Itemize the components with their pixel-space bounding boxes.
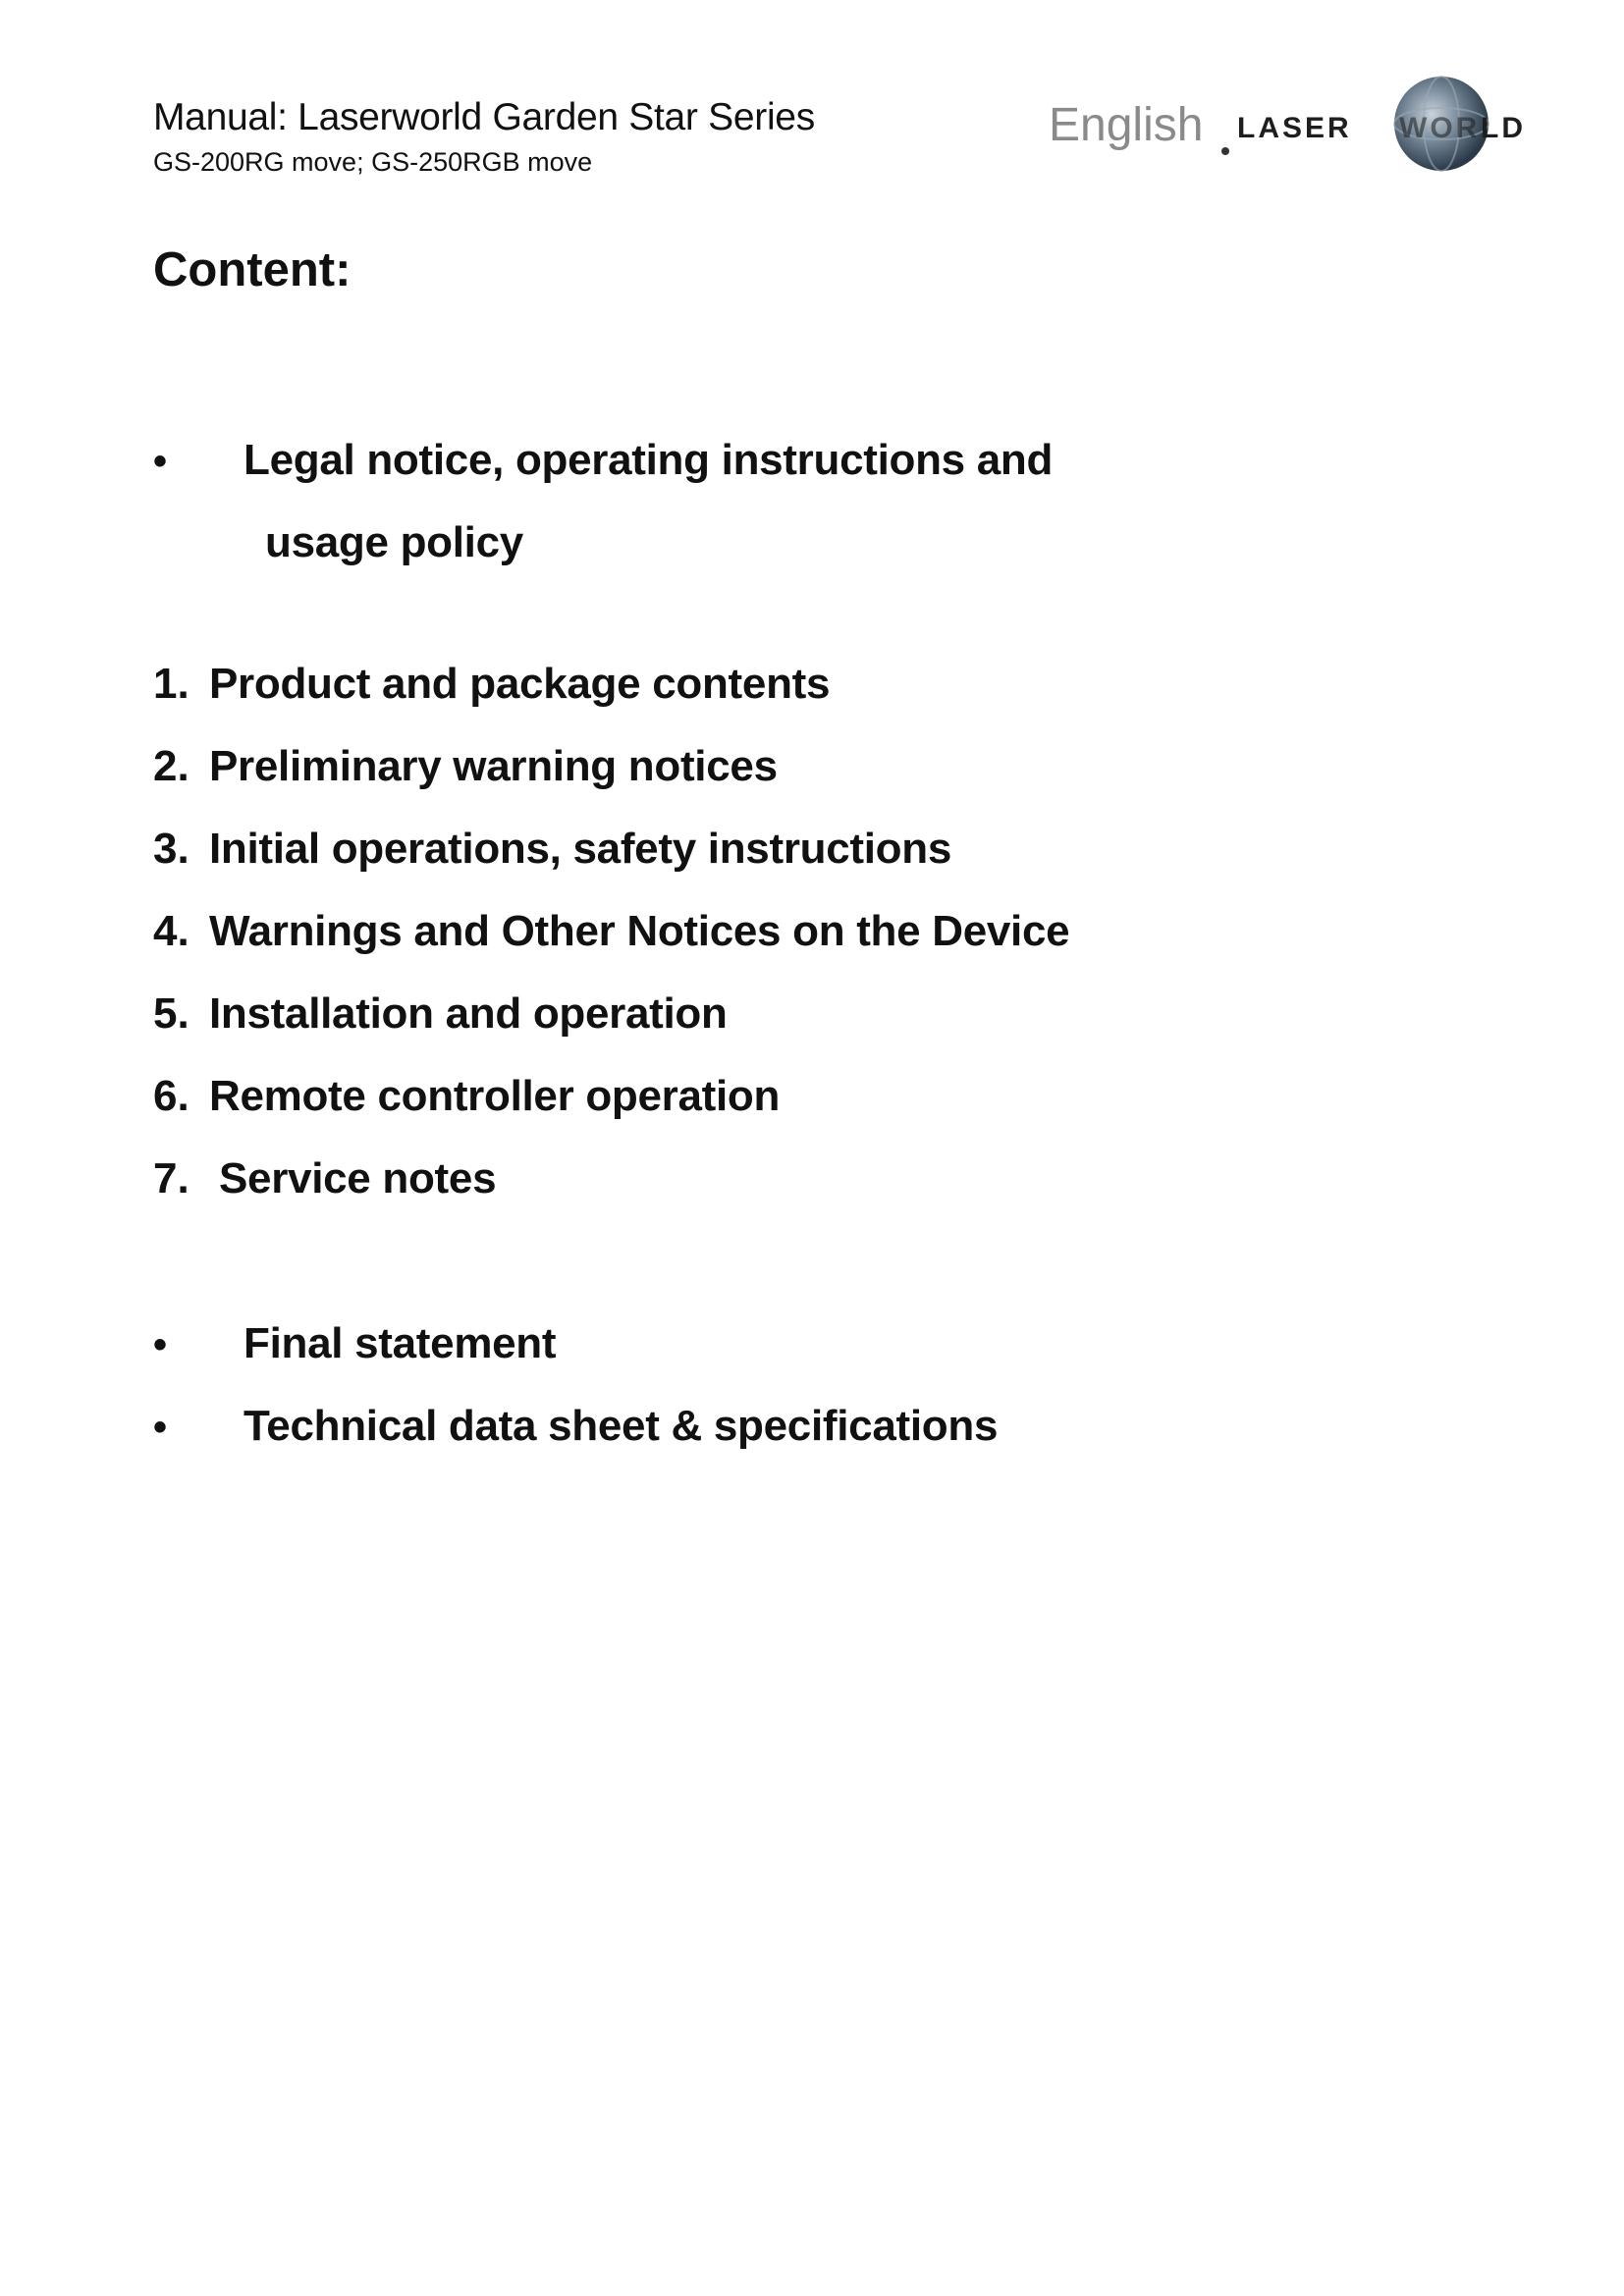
toc-item-number: 2. <box>153 742 189 790</box>
toc-item-label: Initial operations, safety instructions <box>209 825 952 873</box>
laserworld-logo <box>1218 73 1561 181</box>
toc-item-label: Installation and operation <box>209 989 728 1038</box>
toc-intro-line1: Legal notice, operating instructions and <box>244 436 1054 484</box>
bullet-marker: • <box>153 1406 168 1449</box>
bullet-marker: • <box>153 1323 168 1366</box>
toc-bullet-label: Technical data sheet & specifications <box>244 1402 999 1450</box>
bullet-marker: • <box>153 440 168 483</box>
toc-item-number: 4. <box>153 907 189 955</box>
toc-item-number: 1. <box>153 660 189 708</box>
toc-item-label: Product and package contents <box>209 660 831 708</box>
toc-intro-line2: usage policy <box>265 518 523 566</box>
toc-item-label: Service notes <box>219 1154 497 1202</box>
toc-item-number: 3. <box>153 825 189 873</box>
content-heading: Content: <box>153 243 352 296</box>
toc-item-number: 5. <box>153 989 189 1038</box>
toc-item-number: 7. <box>153 1154 189 1202</box>
manual-title: Manual: Laserworld Garden Star Series <box>153 96 815 138</box>
toc-item-number: 6. <box>153 1072 189 1120</box>
svg-text:LD: LD <box>1481 112 1526 144</box>
toc-bullet-label: Final statement <box>244 1319 557 1367</box>
toc-item-label: Warnings and Other Notices on the Device <box>209 907 1070 955</box>
language-label: English <box>1049 99 1204 151</box>
svg-text:WOR: WOR <box>1399 112 1481 144</box>
model-subtitle: GS-200RG move; GS-250RGB move <box>153 147 593 177</box>
toc-item-label: Remote controller operation <box>209 1072 781 1120</box>
toc-item-label: Preliminary warning notices <box>209 742 778 790</box>
svg-text:LASER: LASER <box>1237 112 1352 144</box>
